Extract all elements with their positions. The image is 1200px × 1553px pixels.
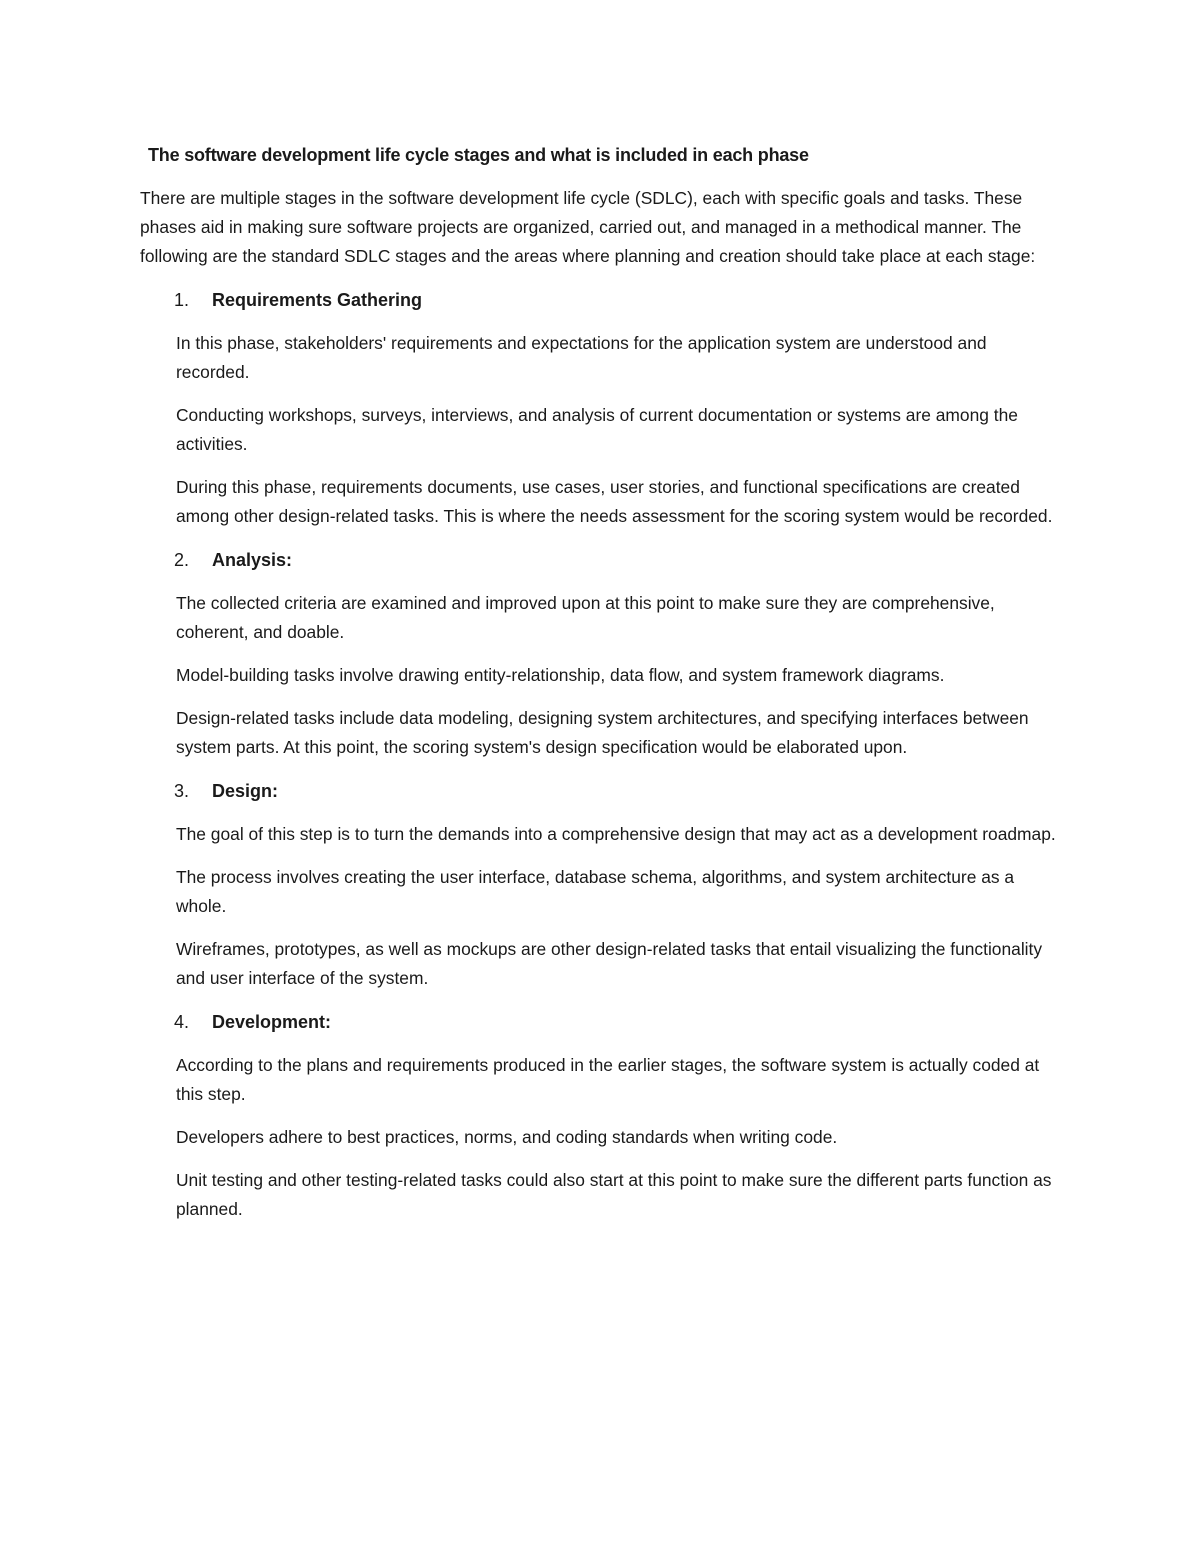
section-title: Requirements Gathering bbox=[212, 290, 423, 310]
section-number: 4. bbox=[174, 1012, 190, 1032]
section-heading-design bbox=[140, 776, 1058, 806]
document-body bbox=[140, 140, 1058, 1238]
section-paragraph: Wireframes, prototypes, as well as mockups are other design-related tasks that entail visualizing the functionality and user interface of the system. bbox=[176, 939, 1043, 988]
document-title: The software development life cycle stages and what is included in each phase bbox=[148, 145, 809, 165]
section-paragraph: Unit testing and other testing-related tasks could also start at this point to make sure the different parts function as planned. bbox=[176, 1170, 1052, 1219]
section-paragraph: Developers adhere to best practices, norms, and coding standards when writing code. bbox=[176, 1127, 838, 1147]
section-paragraph: The process involves creating the user interface, database schema, algorithms, and system architecture as a whole. bbox=[176, 867, 1015, 916]
section-title: Design: bbox=[212, 781, 279, 801]
section-number: 2. bbox=[174, 550, 190, 570]
section-number: 3. bbox=[174, 781, 190, 801]
intro-paragraph: There are multiple stages in the software development life cycle (SDLC), each with specific goals and tasks. These phases aid in making sure software projects are organized, carried out, and managed in a methodical manner. The following are the standard SDLC stages and the areas where planning and creation should take place at each stage: bbox=[140, 188, 1036, 266]
section-paragraph: According to the plans and requirements produced in the earlier stages, the software system is actually coded at this step. bbox=[176, 1055, 1040, 1104]
section-paragraph: Model-building tasks involve drawing entity-relationship, data flow, and system framework diagrams. bbox=[176, 665, 945, 685]
section-heading-development bbox=[140, 1007, 1058, 1037]
section-heading-requirements bbox=[140, 285, 1058, 315]
section-title: Development: bbox=[212, 1012, 332, 1032]
section-paragraph: Design-related tasks include data modeling, designing system architectures, and specifying interfaces between system parts. At this point, the scoring system's design specification would be elaborated upon. bbox=[176, 708, 1029, 757]
section-paragraph: During this phase, requirements documents, use cases, user stories, and functional specifications are created among other design-related tasks. This is where the needs assessment for the scoring system would be recorded. bbox=[176, 477, 1053, 526]
section-paragraph: The collected criteria are examined and improved upon at this point to make sure they are comprehensive, coherent, and doable. bbox=[176, 593, 995, 642]
section-heading-analysis bbox=[140, 545, 1058, 575]
section-title: Analysis: bbox=[212, 550, 293, 570]
section-number: 1. bbox=[174, 290, 190, 310]
section-paragraph: Conducting workshops, surveys, interviews, and analysis of current documentation or systems are among the activities. bbox=[176, 405, 1018, 454]
section-paragraph: The goal of this step is to turn the demands into a comprehensive design that may act as a development roadmap. bbox=[176, 824, 1056, 844]
section-paragraph: In this phase, stakeholders' requirements and expectations for the application system are understood and recorded. bbox=[176, 333, 987, 382]
